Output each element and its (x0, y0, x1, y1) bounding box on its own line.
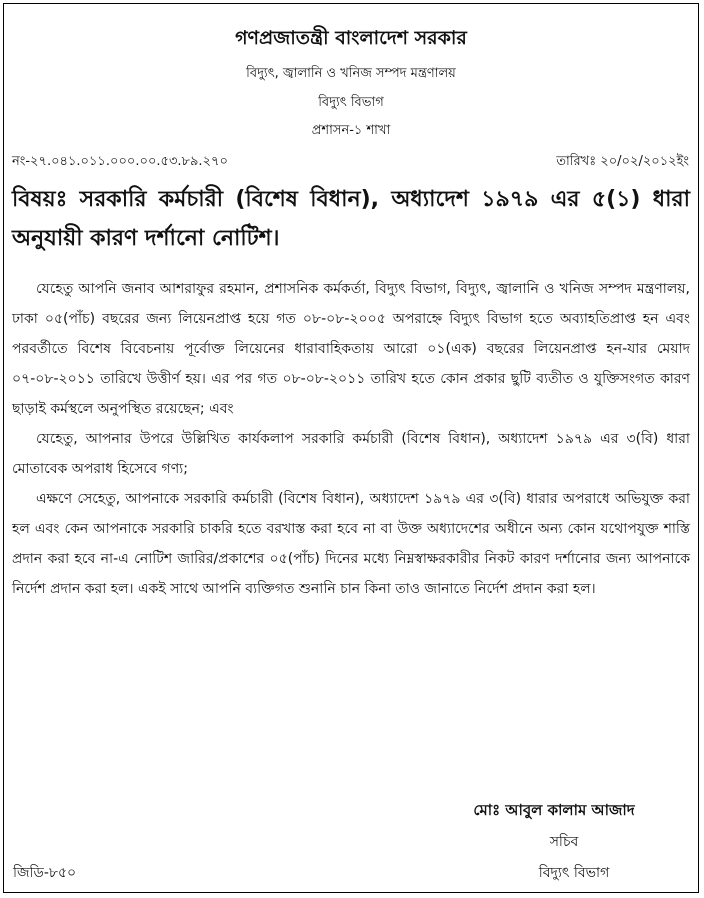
notice-document (3, 3, 699, 893)
advertisement-code: জিডি-৮৫০ (13, 865, 77, 881)
branch-name: প্রশাসন-১ শাখা (311, 123, 391, 138)
body-paragraph-2: যেহেতু, আপনার উপরে উল্লিখিত কার্যকলাপ সরকারি কর্মচারী (বিশেষ বিধান), অধ্যাদেশ ১৯৭৯ এর ৩(বি) ধারা মোতাবেক অপরাধ হিসেবে গণ্য; (12, 431, 690, 477)
government-title: গণপ্রজাতন্ত্রী বাংলাদেশ সরকার (235, 27, 467, 49)
signatory-name: মোঃ আবুল কালাম আজাদ (473, 801, 635, 819)
notice-subject: বিষয়ঃ সরকারি কর্মচারী (বিশেষ বিধান), অধ্যাদেশ ১৯৭৯ এর ৫(১) ধারা অনুযায়ী কারণ দর্শানো নোটিশ। (12, 187, 690, 251)
division-name: বিদ্যুৎ বিভাগ (318, 95, 384, 110)
signatory-designation: সচিব (549, 834, 579, 850)
body-paragraph-1: যেহেতু আপনি জনাব আশরাফুর রহমান, প্রশাসনিক কর্মকর্তা, বিদ্যুৎ বিভাগ, বিদ্যুৎ, জ্বালানি ও খনিজ সম্পদ মন্ত্রণালয়, ঢাকা ০৫(পাঁচ) বছরের জন্য লিয়েনপ্রাপ্ত হয়ে গত ০৮-০৮-২০০৫ অপরাহ্নে বিদ্যুৎ বিভাগ হতে অব্যাহতিপ্রাপ্ত হন এবং পরবর্তীতে বিশেষ বিবেচনায় পূর্বোক্ত লিয়েনের ধারাবাহিকতায় আরো ০১(এক) বছরের লিয়েনপ্রাপ্ত হন-যার মেয়াদ ০৭-০৮-২০১১ তারিখে উত্তীর্ণ হয়। এর পর গত ০৮-০৮-২০১১ তারিখ হতে কোন প্রকার ছুটি ব্যতীত ও যুক্তিসংগত কারণ ছাড়াই কর্মস্থলে অনুপস্থিত রয়েছেন; এবং (12, 281, 690, 417)
memo-date: তারিখঃ ২০/০২/২০১২ইং (556, 154, 689, 169)
signatory-office: বিদ্যুৎ বিভাগ (538, 865, 610, 881)
notice-body (12, 274, 690, 604)
body-paragraph-3: এক্ষণে সেহেতু, আপনাকে সরকারি কর্মচারী (বিশেষ বিধান), অধ্যাদেশ ১৯৭৯ এর ৩(বি) ধারার অপরাধে অভিযুক্ত করা হল এবং কেন আপনাকে সরকারি চাকরি হতে বরখাস্ত করা হবে না বা উক্ত অধ্যাদেশের অধীনে অন্য কোন যথোপযুক্ত শাস্তি প্রদান করা হবে না-এ নোটিশ জারির/প্রকাশের ০৫(পাঁচ) দিনের মধ্যে নিম্নস্বাক্ষরকারীর নিকট কারণ দর্শানোর জন্য আপনাকে নির্দেশ প্রদান করা হল। একই সাথে আপনি ব্যক্তিগত শুনানি চান কিনা তাও জানাতে নির্দেশ প্রদান করা হল। (12, 491, 690, 597)
ministry-name: বিদ্যুৎ, জ্বালানি ও খনিজ সম্পদ মন্ত্রণালয় (246, 66, 456, 81)
memo-number: নং-২৭.০৪১.০১১.০০০.০০.৫৩.৮৯.২৭০ (12, 154, 228, 169)
